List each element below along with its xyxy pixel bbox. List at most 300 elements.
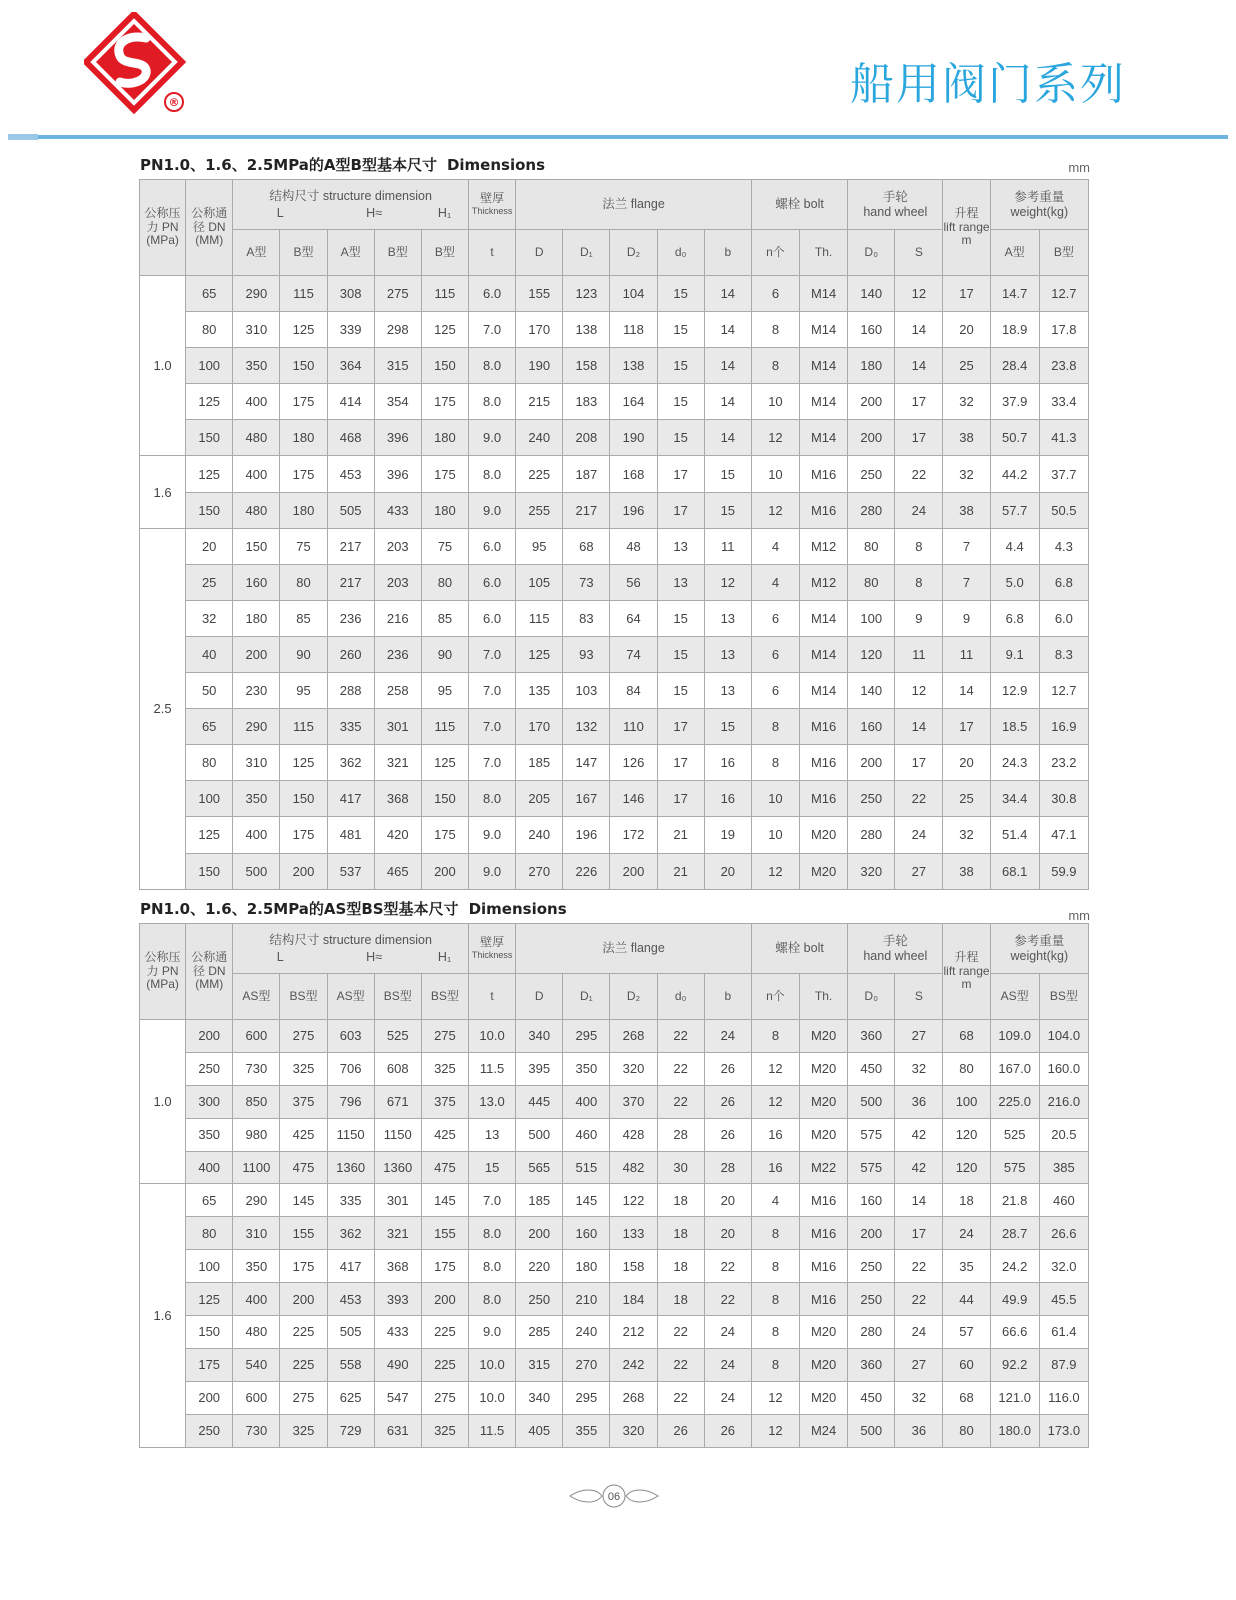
table-cell: 95 [421, 673, 468, 709]
table-cell: 24 [943, 1217, 990, 1250]
table-cell: 14 [704, 384, 751, 420]
table-cell: 8 [751, 1020, 799, 1053]
table-cell: 453 [327, 1283, 374, 1316]
table-cell: 138 [563, 312, 610, 348]
table-cell: 103 [563, 673, 610, 709]
table-cell: 150 [186, 492, 233, 528]
table-cell: 28 [704, 1151, 751, 1184]
table-cell: 115 [280, 276, 327, 312]
table-cell: 8 [895, 528, 943, 564]
table-cell: 125 [186, 384, 233, 420]
header-sub-5: t [469, 974, 516, 1020]
table-cell: 183 [563, 384, 610, 420]
table-cell: 395 [516, 1052, 563, 1085]
table-cell: 280 [848, 1316, 895, 1349]
table-cell: 22 [895, 1283, 943, 1316]
table-cell: 6 [751, 276, 799, 312]
table-cell: M14 [800, 312, 848, 348]
table-cell: 500 [516, 1118, 563, 1151]
table-cell: 16.9 [1039, 709, 1088, 745]
table-cell: 42 [895, 1151, 943, 1184]
header-sub-7: D₁ [563, 230, 610, 276]
table-cell: 280 [848, 492, 895, 528]
table-cell: 8.0 [469, 1217, 516, 1250]
table-cell: 340 [516, 1020, 563, 1053]
header-sub-0: AS型 [233, 974, 280, 1020]
table-cell: 450 [848, 1052, 895, 1085]
table-cell: 24 [704, 1020, 751, 1053]
table-cell: 180 [421, 492, 468, 528]
table-cell: 240 [516, 817, 563, 853]
table-cell: 482 [610, 1151, 657, 1184]
table-cell: 20 [943, 312, 990, 348]
table-row [140, 1118, 1089, 1151]
table-cell: 13 [469, 1118, 516, 1151]
table-cell: 155 [280, 1217, 327, 1250]
table-cell: 450 [848, 1381, 895, 1414]
table-cell: 225 [516, 456, 563, 492]
table-cell: 15 [704, 456, 751, 492]
table-cell: 32 [895, 1381, 943, 1414]
table-cell: 490 [374, 1348, 421, 1381]
table-cell: 155 [421, 1217, 468, 1250]
table-cell: 525 [374, 1020, 421, 1053]
table-cell: 9.0 [469, 492, 516, 528]
table-cell: 220 [516, 1250, 563, 1283]
table-row [140, 384, 1089, 420]
table-cell: 370 [610, 1085, 657, 1118]
dimensions-table-ab [139, 179, 1089, 890]
table-cell: 175 [421, 384, 468, 420]
table-cell: 42 [895, 1118, 943, 1151]
table-cell: M16 [800, 781, 848, 817]
header-sub-9: d₀ [657, 230, 704, 276]
table-cell: 275 [421, 1381, 468, 1414]
table-cell: 6.0 [469, 528, 516, 564]
table-cell: 6.8 [1039, 564, 1088, 600]
table-cell: 57.7 [990, 492, 1039, 528]
table-cell: 671 [374, 1085, 421, 1118]
table-row [140, 817, 1089, 853]
table-cell: 17 [657, 492, 704, 528]
registered-mark: ® [168, 96, 180, 109]
table-cell: 608 [374, 1052, 421, 1085]
table-cell: 340 [516, 1381, 563, 1414]
table-cell: 325 [421, 1414, 468, 1447]
table-cell: M16 [800, 709, 848, 745]
header-weight-cn: 参考重量 [1014, 190, 1065, 205]
table-cell: 500 [848, 1414, 895, 1447]
table-cell: 172 [610, 817, 657, 853]
header-sub-16: B型 [1039, 230, 1088, 276]
header-sub-13: D₀ [848, 230, 895, 276]
table-cell: 22 [895, 456, 943, 492]
table-cell: 84 [610, 673, 657, 709]
table-cell: 320 [848, 853, 895, 889]
table-row [140, 1381, 1089, 1414]
table1-title-cn: PN1.0、1.6、2.5MPa的A型B型基本尺寸 [140, 156, 437, 174]
table-row [140, 1348, 1089, 1381]
table-cell: 41.3 [1039, 420, 1088, 456]
table-cell: 120 [943, 1118, 990, 1151]
table-cell: 1150 [327, 1118, 374, 1151]
table-cell: 48 [610, 528, 657, 564]
table-cell: 12 [751, 1085, 799, 1118]
header-h1: H₁ [437, 949, 452, 964]
table-cell: M14 [800, 600, 848, 636]
table-cell: 50 [186, 673, 233, 709]
header-thickness-en: Thickness [471, 206, 513, 217]
table-cell: 8 [895, 564, 943, 600]
table-cell: 21.8 [990, 1184, 1039, 1217]
table-cell: 25 [943, 348, 990, 384]
table-cell: 240 [563, 1316, 610, 1349]
table-cell: 400 [233, 384, 280, 420]
table-cell: 468 [327, 420, 374, 456]
table-cell: 150 [233, 528, 280, 564]
table-row [140, 456, 1089, 492]
table-cell: 15 [657, 348, 704, 384]
table-cell: 16 [751, 1118, 799, 1151]
table-cell: 13 [657, 528, 704, 564]
table-cell: 26 [704, 1052, 751, 1085]
table-cell: 22 [657, 1085, 704, 1118]
table-cell: 236 [374, 636, 421, 672]
table-cell: 525 [990, 1118, 1039, 1151]
table-cell: 321 [374, 745, 421, 781]
table-cell: 125 [421, 312, 468, 348]
header-weight [990, 924, 1088, 974]
table-cell: 250 [848, 1250, 895, 1283]
table-cell: 6 [751, 636, 799, 672]
table-cell: 47.1 [1039, 817, 1088, 853]
table-cell: M20 [800, 1381, 848, 1414]
table-cell: 375 [280, 1085, 327, 1118]
table-cell: 417 [327, 1250, 374, 1283]
table-cell: 350 [233, 348, 280, 384]
table-cell: 12.7 [1039, 276, 1088, 312]
table-cell: 36 [895, 1414, 943, 1447]
page-number-badge [568, 1484, 660, 1508]
table-cell: 310 [233, 312, 280, 348]
header-structure-title: 结构尺寸 structure dimension [269, 933, 432, 948]
table-cell: 275 [421, 1020, 468, 1053]
table-cell: 339 [327, 312, 374, 348]
table-cell: 17 [943, 709, 990, 745]
table-cell: 115 [516, 600, 563, 636]
table-cell: 34.4 [990, 781, 1039, 817]
table-cell: 8.0 [469, 384, 516, 420]
table-cell: 75 [280, 528, 327, 564]
header-h1: H₁ [437, 205, 452, 220]
table-cell: 190 [610, 420, 657, 456]
header-sub-9: d₀ [657, 974, 704, 1020]
header-sub-15: AS型 [990, 974, 1039, 1020]
table-cell: 425 [421, 1118, 468, 1151]
table-cell: 200 [186, 1381, 233, 1414]
table-cell: 200 [610, 853, 657, 889]
table-cell: 190 [516, 348, 563, 384]
table-row [140, 528, 1089, 564]
table-cell: 160 [563, 1217, 610, 1250]
table-cell: 208 [563, 420, 610, 456]
header-weight-en: weight(kg) [1010, 948, 1069, 963]
table-cell: 175 [280, 384, 327, 420]
table-cell: 147 [563, 745, 610, 781]
table-cell: M20 [800, 1316, 848, 1349]
table-cell: 15 [657, 276, 704, 312]
table-cell: 109.0 [990, 1020, 1039, 1053]
table-cell: 5.0 [990, 564, 1039, 600]
table-cell: 19 [704, 817, 751, 853]
header-sub-14: S [895, 230, 943, 276]
table-cell: 45.5 [1039, 1283, 1088, 1316]
table-cell: 335 [327, 1184, 374, 1217]
table-cell: 350 [563, 1052, 610, 1085]
table-cell: 225 [280, 1316, 327, 1349]
table-cell: 17.8 [1039, 312, 1088, 348]
table-cell: 184 [610, 1283, 657, 1316]
header-sub-8: D₂ [610, 974, 657, 1020]
table-cell: 25 [943, 781, 990, 817]
table-cell: 173.0 [1039, 1414, 1088, 1447]
table-cell: 9 [943, 600, 990, 636]
table-cell: 80 [943, 1414, 990, 1447]
table-cell: 362 [327, 1217, 374, 1250]
header-sub-10: b [704, 230, 751, 276]
table-cell: 158 [610, 1250, 657, 1283]
table-cell: 28.7 [990, 1217, 1039, 1250]
table-cell: 200 [280, 853, 327, 889]
table-cell: 400 [233, 817, 280, 853]
table-cell: 12 [895, 673, 943, 709]
table-cell: 138 [610, 348, 657, 384]
table-cell: 18 [657, 1250, 704, 1283]
table-cell: 125 [186, 1283, 233, 1316]
table-cell: 32 [943, 384, 990, 420]
table-cell: 15 [704, 492, 751, 528]
table-cell: 83 [563, 600, 610, 636]
header-lift-en: lift range [943, 963, 990, 978]
table-cell: 35 [943, 1250, 990, 1283]
table-cell: 400 [563, 1085, 610, 1118]
table-cell: 27 [895, 853, 943, 889]
table-cell: 225 [421, 1316, 468, 1349]
table-cell: M14 [800, 276, 848, 312]
table-cell: 24 [895, 492, 943, 528]
table-cell: 24 [895, 817, 943, 853]
table-cell: 7.0 [469, 312, 516, 348]
table-cell: 6.8 [990, 600, 1039, 636]
pn-value: 1.6 [140, 456, 186, 528]
table-cell: 540 [233, 1348, 280, 1381]
table-cell: 10 [751, 384, 799, 420]
table-cell: 500 [848, 1085, 895, 1118]
table-cell: 250 [848, 781, 895, 817]
table-cell: 170 [516, 312, 563, 348]
table-cell: 10 [751, 781, 799, 817]
table-cell: 355 [563, 1414, 610, 1447]
header-handwheel-en: hand wheel [863, 204, 928, 219]
table-cell: 26.6 [1039, 1217, 1088, 1250]
table-cell: 95 [516, 528, 563, 564]
table-cell: 575 [990, 1151, 1039, 1184]
table-cell: 295 [563, 1381, 610, 1414]
header-sub-2: A型 [327, 230, 374, 276]
table-cell: 729 [327, 1414, 374, 1447]
table-cell: 80 [943, 1052, 990, 1085]
table-cell: 290 [233, 709, 280, 745]
table-cell: 480 [233, 1316, 280, 1349]
table-cell: 80 [421, 564, 468, 600]
table-cell: 68 [563, 528, 610, 564]
table-cell: 23.2 [1039, 745, 1088, 781]
table-cell: 325 [280, 1052, 327, 1085]
table-cell: 85 [421, 600, 468, 636]
table-cell: 24 [704, 1316, 751, 1349]
table-cell: 20 [943, 745, 990, 781]
table-cell: 6 [751, 673, 799, 709]
table-cell: 21 [657, 817, 704, 853]
table-cell: 26 [704, 1118, 751, 1151]
table-row [140, 1250, 1089, 1283]
table-cell: 7 [943, 564, 990, 600]
table-cell: 258 [374, 673, 421, 709]
table-cell: M24 [800, 1414, 848, 1447]
table2-title-cn: PN1.0、1.6、2.5MPa的AS型BS型基本尺寸 [140, 900, 459, 918]
table-cell: 236 [327, 600, 374, 636]
table-cell: 125 [186, 817, 233, 853]
table-cell: 315 [374, 348, 421, 384]
table-cell: 433 [374, 1316, 421, 1349]
table-cell: 505 [327, 492, 374, 528]
header-sub-2: AS型 [327, 974, 374, 1020]
table-cell: 65 [186, 1184, 233, 1217]
table-cell: 115 [421, 709, 468, 745]
table-cell: 400 [233, 1283, 280, 1316]
table-cell: 56 [610, 564, 657, 600]
table-cell: 600 [233, 1020, 280, 1053]
table-cell: 22 [895, 781, 943, 817]
table-row [140, 276, 1089, 312]
table-cell: M20 [800, 1118, 848, 1151]
table-cell: M14 [800, 636, 848, 672]
table-cell: 400 [233, 456, 280, 492]
table-cell: 14 [895, 1184, 943, 1217]
table-cell: 320 [610, 1052, 657, 1085]
header-sub-13: D₀ [848, 974, 895, 1020]
table-cell: 200 [233, 636, 280, 672]
table-cell: 4 [751, 1184, 799, 1217]
table-row [140, 1217, 1089, 1250]
table-cell: 315 [516, 1348, 563, 1381]
table-cell: 12.9 [990, 673, 1039, 709]
table-cell: 125 [421, 745, 468, 781]
table-cell: 200 [421, 853, 468, 889]
table-cell: 295 [563, 1020, 610, 1053]
table-cell: 66.6 [990, 1316, 1039, 1349]
table-cell: 1360 [327, 1151, 374, 1184]
table-cell: 150 [421, 348, 468, 384]
table-row [140, 1283, 1089, 1316]
table-cell: 6.0 [469, 276, 516, 312]
table-cell: 8 [751, 1217, 799, 1250]
table-cell: 310 [233, 745, 280, 781]
table-cell: 8.0 [469, 456, 516, 492]
table-cell: 850 [233, 1085, 280, 1118]
table-cell: 20 [704, 1217, 751, 1250]
table-cell: 64 [610, 600, 657, 636]
table-cell: 625 [327, 1381, 374, 1414]
header-sub-6: D [516, 974, 563, 1020]
table-cell: 1360 [374, 1151, 421, 1184]
table-row [140, 781, 1089, 817]
table-cell: 14 [704, 420, 751, 456]
table-row [140, 420, 1089, 456]
header-thickness [469, 180, 516, 230]
table-cell: 121.0 [990, 1381, 1039, 1414]
table-cell: 9.0 [469, 853, 516, 889]
table-cell: 706 [327, 1052, 374, 1085]
table-cell: 9.0 [469, 1316, 516, 1349]
table-cell: 200 [421, 1283, 468, 1316]
header-handwheel-cn: 手轮 [882, 934, 908, 949]
table-cell: 10.0 [469, 1020, 516, 1053]
table-cell: 16 [751, 1151, 799, 1184]
table-cell: 200 [186, 1020, 233, 1053]
table-cell: 37.7 [1039, 456, 1088, 492]
table-cell: 225.0 [990, 1085, 1039, 1118]
header-handwheel-cn: 手轮 [882, 190, 908, 205]
table-cell: 203 [374, 528, 421, 564]
table-cell: 433 [374, 492, 421, 528]
table-cell: 453 [327, 456, 374, 492]
pn-value: 1.0 [140, 276, 186, 456]
table-cell: 80 [186, 745, 233, 781]
table-row [140, 1151, 1089, 1184]
table-cell: 250 [186, 1414, 233, 1447]
table-cell: 15 [657, 600, 704, 636]
table-cell: 160.0 [1039, 1052, 1088, 1085]
table-cell: 132 [563, 709, 610, 745]
table-cell: 505 [327, 1316, 374, 1349]
table-cell: 175 [421, 456, 468, 492]
table-cell: 465 [374, 853, 421, 889]
header-thickness-en: Thickness [471, 950, 513, 961]
table-cell: 12 [704, 564, 751, 600]
table-cell: 80 [186, 312, 233, 348]
pn-value: 1.6 [140, 1184, 186, 1447]
table-cell: 280 [848, 817, 895, 853]
table-cell: 200 [848, 1217, 895, 1250]
table-cell: 216 [374, 600, 421, 636]
table-cell: 11.5 [469, 1052, 516, 1085]
table-cell: 250 [186, 1052, 233, 1085]
table-cell: 226 [563, 853, 610, 889]
header-lift-range [943, 180, 990, 276]
table-cell: 360 [848, 1348, 895, 1381]
table-cell: 225 [280, 1348, 327, 1381]
table-cell: M20 [800, 1052, 848, 1085]
table-cell: 36 [895, 1085, 943, 1118]
table1-unit: mm [1068, 160, 1090, 175]
table-cell: 175 [280, 456, 327, 492]
table-cell: 14.7 [990, 276, 1039, 312]
table-cell: 13 [704, 600, 751, 636]
table-cell: 158 [563, 348, 610, 384]
header-lift-unit: m [961, 977, 972, 992]
table-row [140, 1414, 1089, 1447]
